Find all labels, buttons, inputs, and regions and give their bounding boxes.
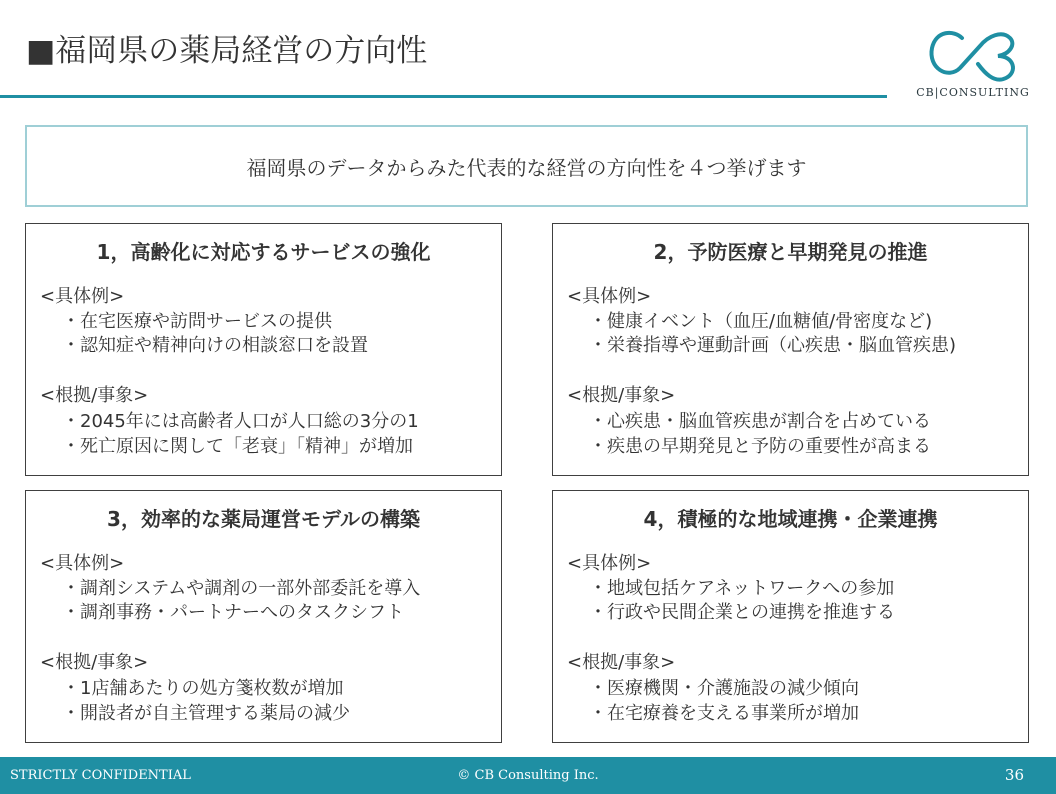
intro-text: 福岡県のデータからみた代表的な経営の方向性を４つ挙げます	[246, 155, 807, 180]
title-divider	[0, 95, 887, 98]
evidence-item: ・2045年には高齢者人口が人口総の3分の1	[62, 411, 419, 432]
examples-label: <具体例>	[40, 286, 125, 307]
evidence-label: <根拠/事象>	[567, 652, 676, 673]
example-item: ・在宅医療や訪問サービスの提供	[62, 311, 332, 332]
card-title: 1，高齢化に対応するサービスの強化	[96, 240, 431, 264]
card-title: 4，積極的な地域連携・企業連携	[643, 507, 938, 531]
card-title: 3，効率的な薬局運営モデルの構築	[107, 507, 420, 531]
example-item: ・調剤システムや調剤の一部外部委託を導入	[62, 578, 421, 599]
example-item: ・認知症や精神向けの相談窓口を設置	[62, 335, 368, 356]
page-number: 36	[1004, 766, 1024, 784]
example-item: ・地域包括ケアネットワークへの参加	[589, 578, 895, 599]
footer-bar	[0, 757, 1056, 794]
intro-box	[25, 125, 1028, 207]
direction-card-3	[25, 490, 502, 743]
evidence-label: <根拠/事象>	[40, 652, 149, 673]
example-item: ・調剤事務・パートナーへのタスクシフト	[62, 602, 404, 623]
example-item: ・行政や民間企業との連携を推進する	[589, 602, 895, 623]
page-title: ■福岡県の薬局経営の方向性	[26, 33, 428, 69]
evidence-item: ・在宅療養を支える事業所が増加	[589, 703, 859, 724]
direction-card-2	[552, 223, 1029, 476]
evidence-item: ・1店舗あたりの処方箋枚数が増加	[62, 678, 344, 699]
evidence-label: <根拠/事象>	[567, 385, 676, 406]
evidence-item: ・心疾患・脳血管疾患が割合を占めている	[589, 411, 931, 432]
example-item: ・栄養指導や運動計画（心疾患・脳血管疾患)	[589, 335, 957, 356]
example-item: ・健康イベント（血圧/血糖値/骨密度など)	[589, 311, 933, 332]
copyright-text: © CB Consulting Inc.	[457, 768, 599, 783]
cb-logo-icon	[928, 26, 1020, 86]
evidence-item: ・疾患の早期発見と予防の重要性が高まる	[589, 436, 931, 457]
logo-text: CB|CONSULTING	[916, 86, 1030, 99]
evidence-item: ・死亡原因に関して「老衰」「精神」が増加	[62, 436, 413, 457]
evidence-label: <根拠/事象>	[40, 385, 149, 406]
card-title: 2，予防医療と早期発見の推進	[653, 240, 928, 264]
evidence-item: ・開設者が自主管理する薬局の減少	[62, 703, 350, 724]
examples-label: <具体例>	[567, 553, 652, 574]
direction-card-4	[552, 490, 1029, 743]
company-logo	[908, 20, 1038, 105]
examples-label: <具体例>	[567, 286, 652, 307]
evidence-item: ・医療機関・介護施設の減少傾向	[589, 678, 859, 699]
confidential-label: STRICTLY CONFIDENTIAL	[10, 768, 191, 783]
direction-card-1	[25, 223, 502, 476]
examples-label: <具体例>	[40, 553, 125, 574]
